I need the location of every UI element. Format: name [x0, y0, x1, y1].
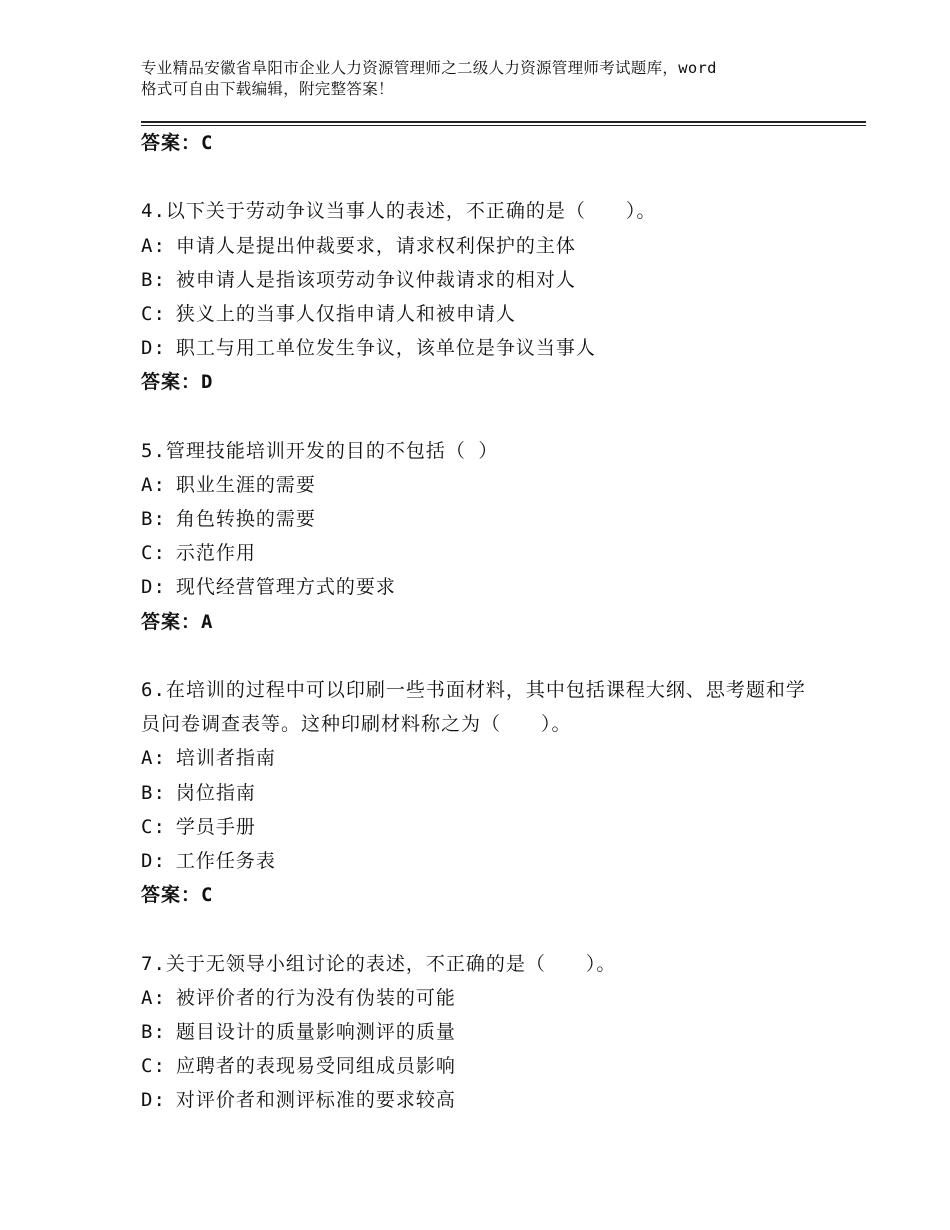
question-4-stem — [141, 194, 811, 228]
question-7-option-d — [141, 1083, 841, 1117]
option-text: 被申请人是指该项劳动争议仲裁请求的相对人 — [175, 268, 576, 291]
question-number: 6. — [141, 679, 166, 702]
option-text: 职业生涯的需要 — [175, 473, 316, 496]
question-6-option-c — [141, 810, 841, 844]
header-title-line-1: 专业精品安徽省阜阳市企业人力资源管理师之二级人力资源管理师考试题库，word — [141, 59, 717, 77]
option-text: 应聘者的表现易受同组成员影响 — [175, 1055, 456, 1078]
option-text: 狭义上的当事人仅指申请人和被申请人 — [175, 302, 516, 325]
question-text: 关于无领导小组讨论的表述，不正确的是（ ）。 — [165, 952, 617, 975]
header-title-line-2: 格式可自由下载编辑，附完整答案！ — [141, 80, 394, 98]
question-5-option-b — [141, 502, 841, 536]
option-text: 培训者指南 — [175, 747, 276, 770]
question-7-option-c — [141, 1049, 841, 1083]
question-4-option-c — [141, 297, 841, 331]
option-letter: D: — [141, 850, 166, 872]
option-text: 现代经营管理方式的要求 — [175, 576, 396, 599]
option-text: 学员手册 — [175, 815, 256, 838]
question-text: 管理技能培训开发的目的不包括（ ） — [165, 439, 499, 462]
option-letter: D: — [141, 337, 166, 360]
option-letter: C: — [141, 1055, 166, 1078]
answer-q3: 答案：C — [141, 132, 214, 154]
question-number: 7. — [141, 952, 166, 975]
option-letter: D: — [141, 1089, 166, 1112]
question-number: 4. — [141, 200, 166, 223]
question-6-option-d — [141, 844, 841, 878]
option-text: 职工与用工单位发生争议，该单位是争议当事人 — [175, 337, 596, 360]
question-text: 在培训的过程中可以印刷一些书面材料，其中包括课程大纲、思考题和学员问卷调查表等。这种印刷材料称之为（ ）。 — [141, 679, 806, 736]
option-text: 申请人是提出仲裁要求，请求权利保护的主体 — [175, 234, 576, 257]
header-divider-thick — [141, 121, 866, 123]
answer-q4: 答案：D — [141, 371, 214, 394]
option-text: 被评价者的行为没有伪装的可能 — [175, 986, 456, 1009]
option-letter: C: — [141, 302, 166, 325]
answer-q6: 答案：C — [141, 884, 214, 907]
option-letter: B: — [141, 508, 166, 531]
option-text: 题目设计的质量影响测评的质量 — [175, 1020, 456, 1043]
question-5-stem — [141, 434, 811, 468]
question-5-option-d — [141, 570, 841, 604]
question-number: 5. — [141, 439, 166, 462]
question-4-option-b — [141, 263, 841, 297]
question-6-option-b — [141, 776, 841, 810]
question-6-stem — [141, 673, 811, 741]
option-text: 工作任务表 — [175, 850, 276, 872]
option-letter: A: — [141, 234, 166, 257]
question-4-option-d — [141, 331, 841, 365]
answer-q5: 答案：A — [141, 610, 214, 633]
option-letter: A: — [141, 986, 166, 1009]
spacer — [141, 160, 841, 194]
question-6-option-a — [141, 741, 841, 775]
question-7-option-a — [141, 981, 841, 1015]
option-letter: A: — [141, 473, 166, 496]
question-7-option-b — [141, 1015, 841, 1049]
option-letter: C: — [141, 815, 166, 838]
document-header — [141, 58, 841, 100]
question-4-option-a — [141, 229, 841, 263]
option-letter: A: — [141, 747, 166, 770]
option-letter: B: — [141, 268, 166, 291]
spacer — [141, 912, 841, 946]
option-text: 示范作用 — [175, 542, 256, 565]
question-5-option-c — [141, 536, 841, 570]
option-text: 角色转换的需要 — [175, 508, 316, 531]
option-letter: B: — [141, 781, 166, 804]
question-5-option-a — [141, 468, 841, 502]
option-letter: B: — [141, 1020, 166, 1043]
option-text: 岗位指南 — [175, 781, 256, 804]
question-text: 以下关于劳动争议当事人的表述，不正确的是（ ）。 — [165, 200, 657, 223]
question-list — [141, 126, 841, 1118]
option-letter: D: — [141, 576, 166, 599]
option-text: 对评价者和测评标准的要求较高 — [175, 1089, 456, 1112]
option-letter: C: — [141, 542, 166, 565]
spacer — [141, 400, 841, 434]
spacer — [141, 639, 841, 673]
question-7-stem — [141, 947, 811, 981]
